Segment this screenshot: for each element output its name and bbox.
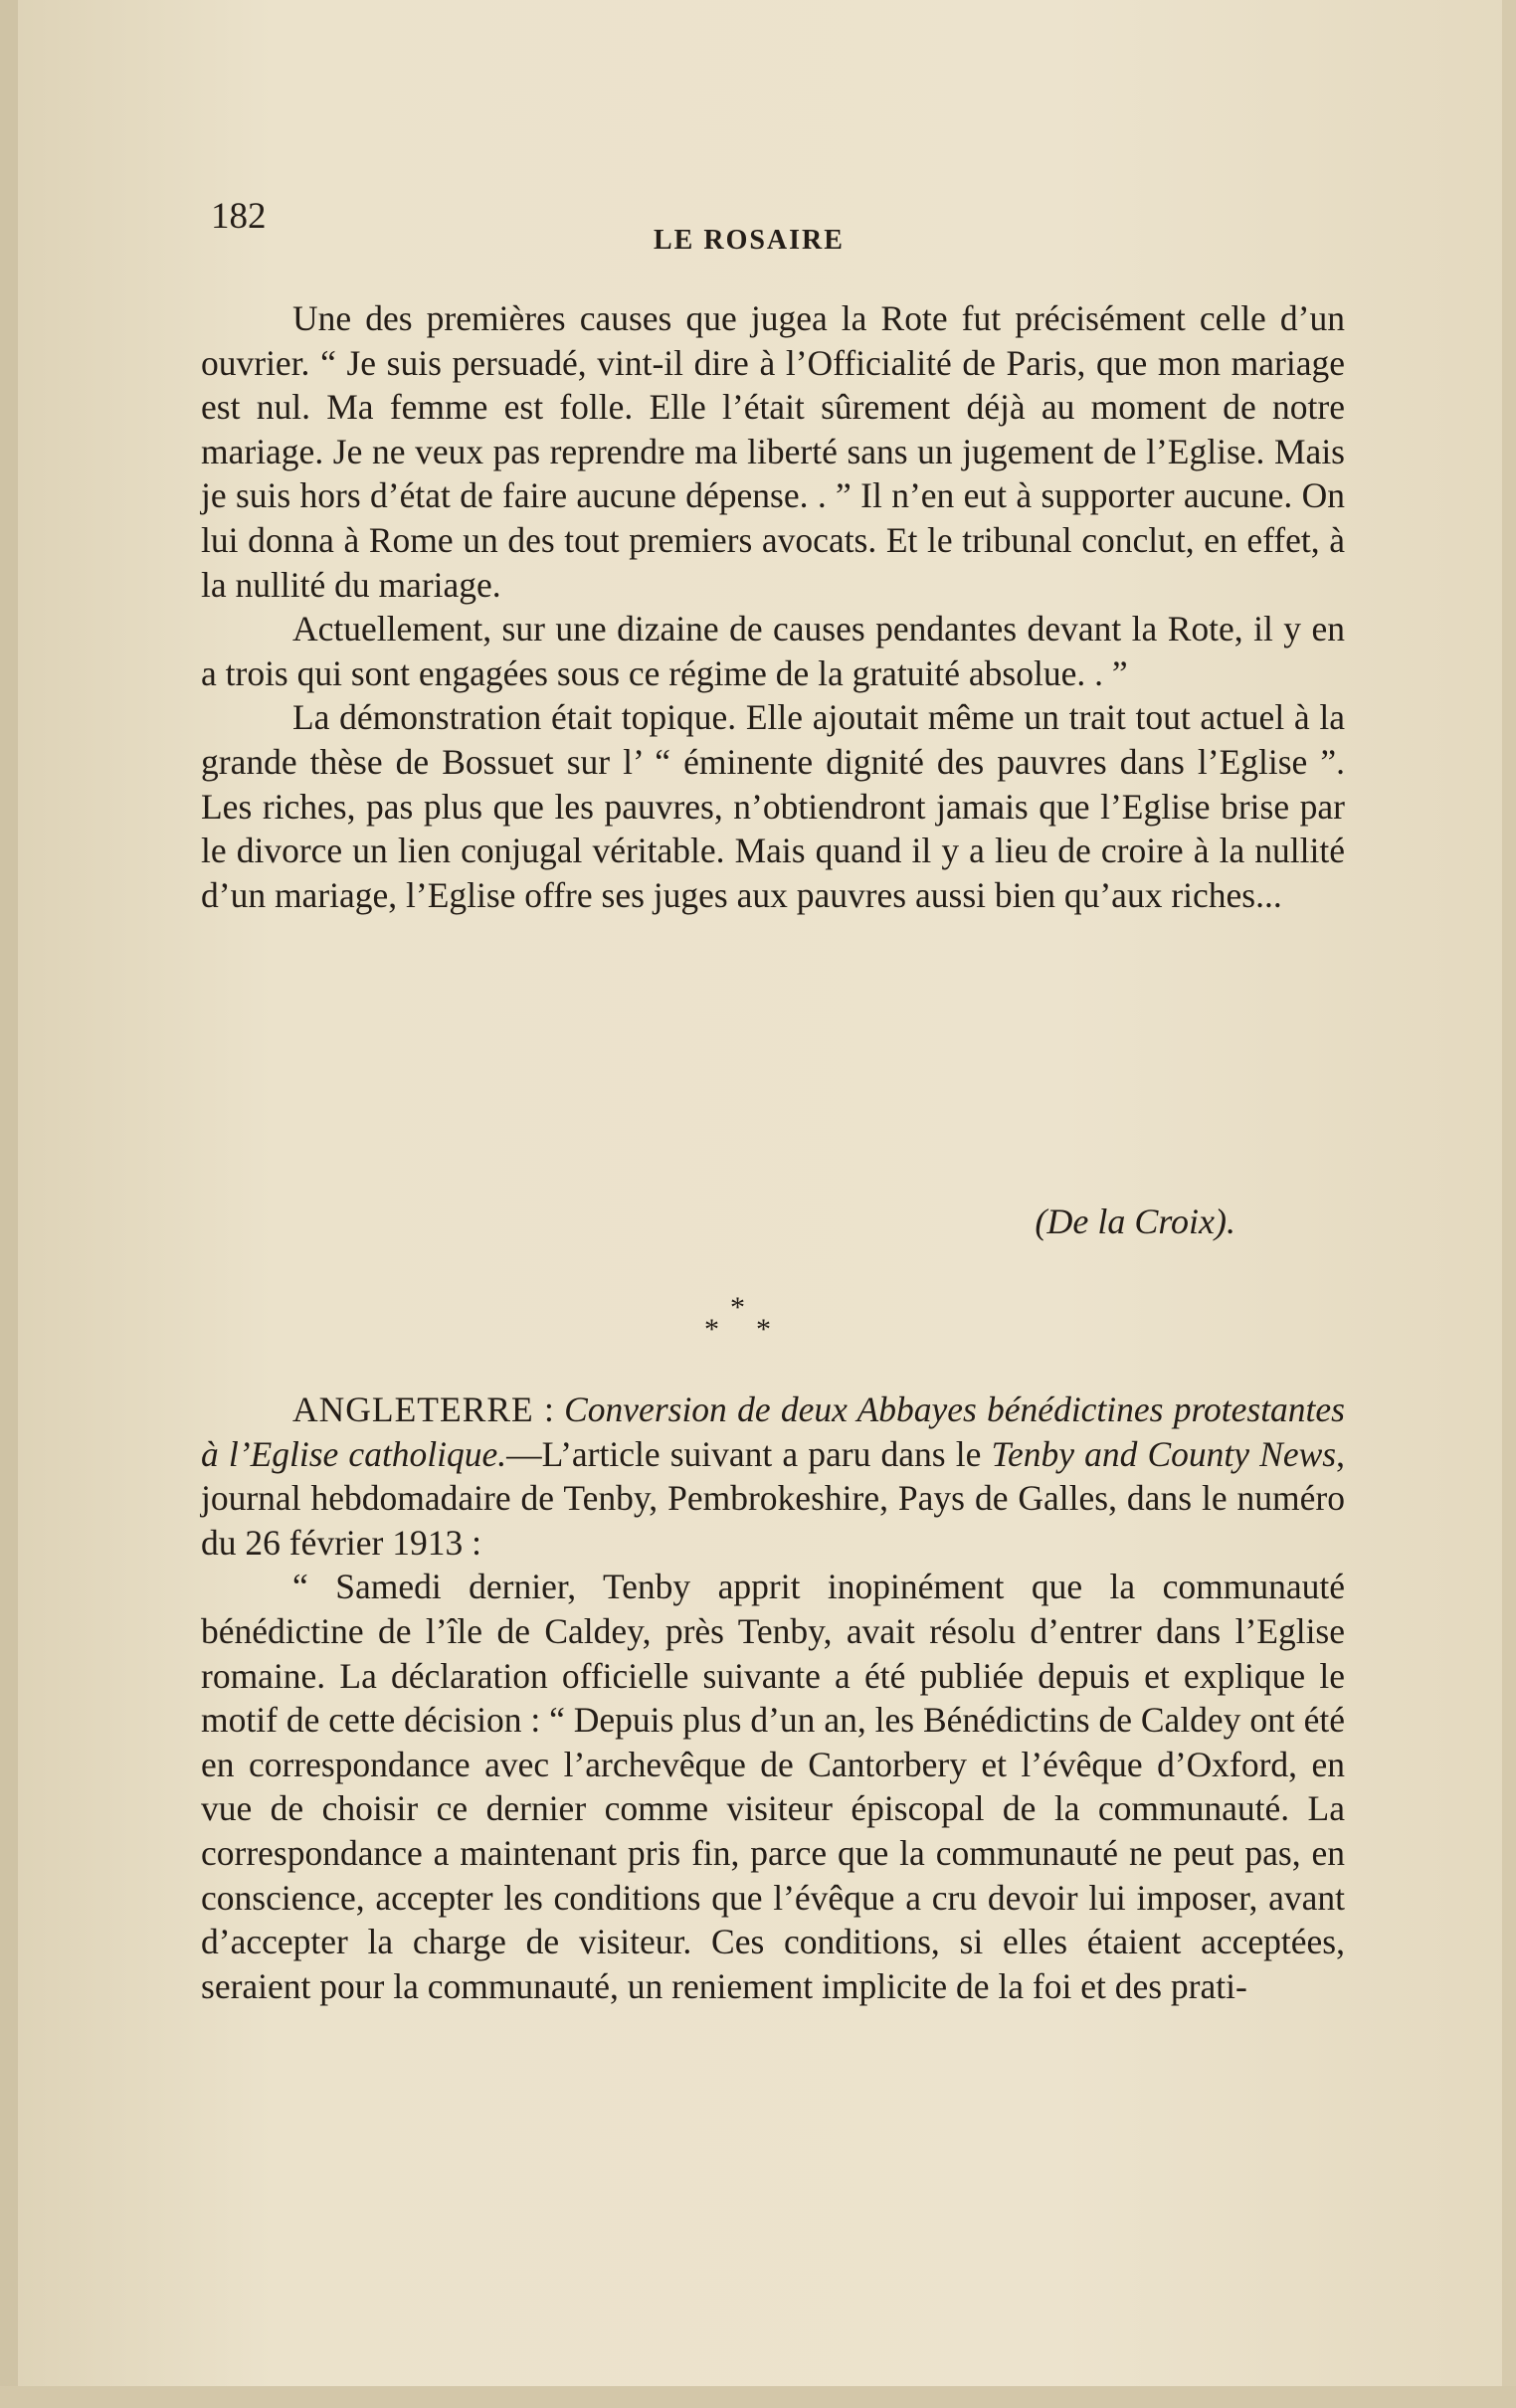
page-bottom-edge bbox=[0, 2386, 1516, 2408]
asterisk-icon: * bbox=[756, 1313, 771, 1346]
paragraph-intro bbox=[201, 1388, 1345, 1565]
paragraph: Une des premières causes que jugea la Rote fut précisément celle d’un ouvrier. “ Je suis persuadé, vint-il dire à l’Officialité de Paris, que mon mariage est nul. Ma femme est folle. Elle l’était sûrement déjà au moment de notre mariage. Je ne veux pas reprendre ma liberté sans un jugement de l’Eglise. Mais je suis hors d’état de faire aucune dépense. . ” Il n’en eut à supporter aucune. On lui donna à Rome un des tout premiers avocats. Et le tribunal conclut, en effet, à la nullité du mariage. bbox=[201, 298, 1345, 605]
article-title: Conversion de deux Abbayes bénédictines protestantes à l’Eglise catholique. bbox=[201, 1389, 1345, 1474]
asterisk-icon: * bbox=[704, 1313, 719, 1346]
page-number: 182 bbox=[211, 196, 267, 237]
running-title: LE ROSAIRE bbox=[654, 225, 845, 256]
page-right-edge bbox=[1502, 0, 1516, 2408]
paragraph: La démonstration était topique. Elle ajoutait même un trait tout actuel à la grande thèse de Bossuet sur l’ “ éminente dignité des pauvres dans l’Eglise ”. Les riches, pas plus que les pauvres, n’obtiendront jamais que l’Eglise brise par le divorce un lien conjugal véritable. Mais quand il y a lieu de croire à la nullité d’un mariage, l’Eglise offre ses juges aux pauvres aussi bien qu’aux riches... bbox=[201, 697, 1345, 915]
country-heading: ANGLETERRE bbox=[292, 1389, 534, 1429]
page-header bbox=[211, 195, 1345, 265]
paragraph: Actuellement, sur une dizaine de causes pendantes devant la Rote, il y en a trois qui sont engagées sous ce régime de la gratuité absolue. . ” bbox=[201, 609, 1345, 693]
intro-text: —L’article suivant a paru dans le bbox=[506, 1433, 992, 1474]
article-rote bbox=[201, 296, 1345, 917]
newspaper-name: Tenby and County News bbox=[991, 1433, 1337, 1474]
intro-text: , journal hebdomadaire de Tenby, Pembrokeshire, Pays de Galles, dans le numéro du 26 février 1913 : bbox=[201, 1433, 1345, 1563]
quoted-paragraph: “ Samedi dernier, Tenby apprit inopinément que la communauté bénédictine de l’île de Caldey, près Tenby, avait résolu d’entrer dans l’Eglise romaine. La déclaration officielle suivante a été publiée depuis et explique le motif de cette décision : “ Depuis plus d’un an, les Bénédictins de Caldey ont été en correspondance avec l’archevêque de Cantorbery et l’évêque d’Oxford, en vue de choisir ce dernier comme visiteur épiscopal de la communauté. La correspondance a maintenant pris fin, parce que la communauté ne peut pas, en conscience, accepter les conditions que l’évêque a cru devoir lui imposer, avant d’accepter la charge de visiteur. Ces conditions, si elles étaient acceptées, seraient pour la communauté, un reniement implicite de la foi et des prati- bbox=[201, 1567, 1345, 2006]
section-separator bbox=[698, 1293, 788, 1353]
colon: : bbox=[533, 1389, 565, 1429]
asterisk-icon: * bbox=[730, 1291, 745, 1324]
source-signature: (De la Croix). bbox=[1035, 1202, 1235, 1241]
article-angleterre bbox=[201, 1388, 1345, 2008]
page-left-edge bbox=[0, 0, 18, 2408]
